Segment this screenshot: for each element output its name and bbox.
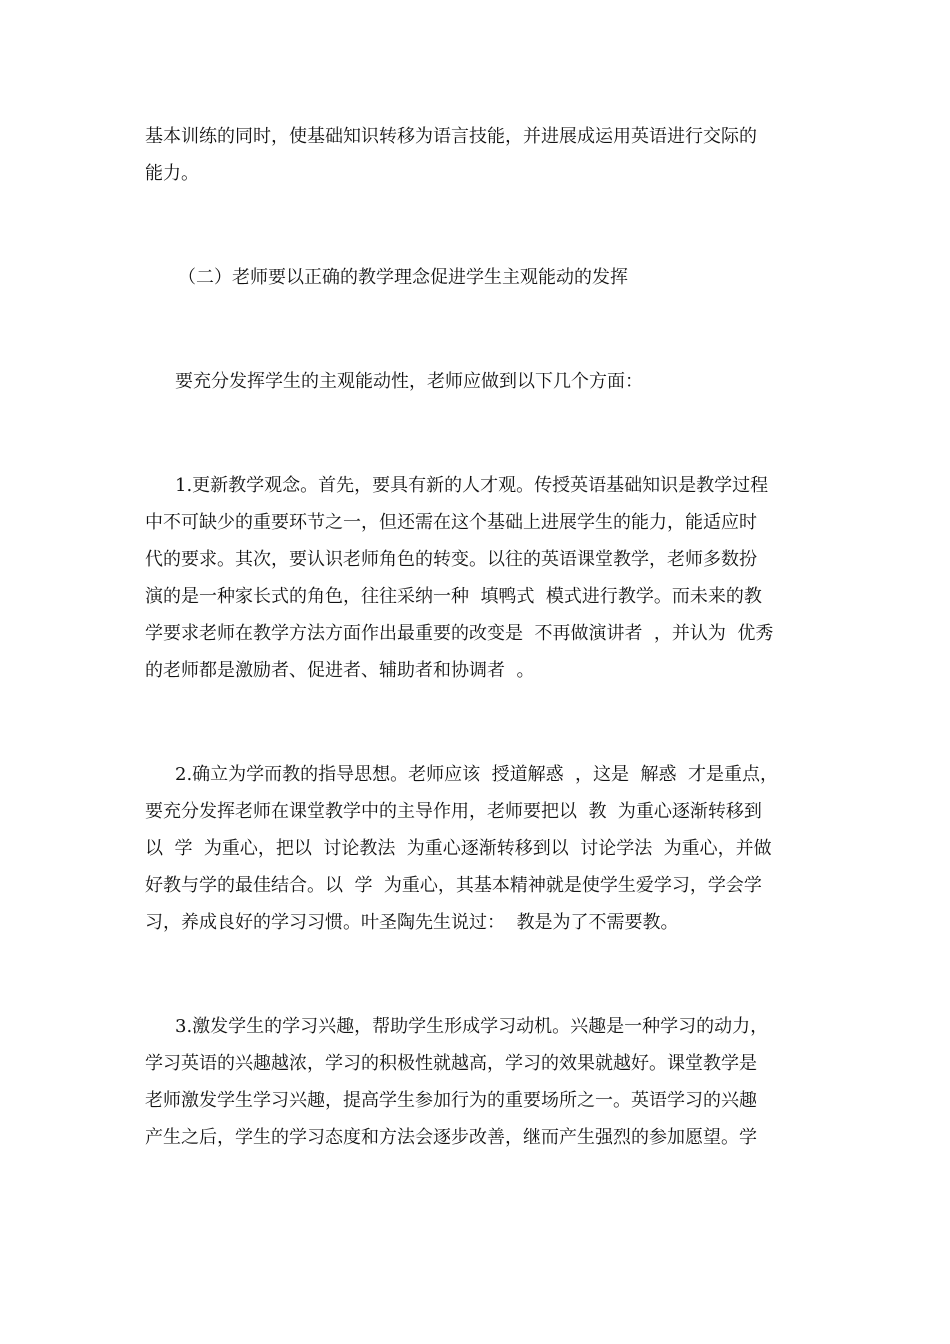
item3-line-4: 产生之后，学生的学习态度和方法会逐步改善，继而产生强烈的参加愿望。学 (145, 1127, 757, 1148)
item2-line-4: 好教与学的最佳结合。以 学 为重心，其基本精神就是使学生爱学习，学会学 (145, 875, 762, 896)
section-heading: （二）老师要以正确的教学理念促进学生主观能动的发挥 (178, 267, 628, 288)
item2-line-5: 习，养成良好的学习习惯。叶圣陶先生说过： 教是为了不需要教。 (145, 912, 679, 933)
item2-line-3: 以 学 为重心，把以 讨论教法 为重心逐渐转移到以 讨论学法 为重心，并做 (145, 838, 772, 859)
item1-line-2: 中不可缺少的重要环节之一，但还需在这个基础上进展学生的能力，能适应时 (145, 512, 757, 533)
item1-line-6: 的老师都是激励者、促进者、辅助者和协调者 。 (145, 660, 535, 681)
item3-line-3: 老师激发学生学习兴趣，提高学生参加行为的重要场所之一。英语学习的兴趣 (145, 1090, 757, 1111)
item2-line-2: 要充分发挥老师在课堂教学中的主导作用，老师要把以 教 为重心逐渐转移到 (145, 801, 762, 822)
intro-line-1: 基本训练的同时，使基础知识转移为语言技能，并进展成运用英语进行交际的 (145, 126, 757, 147)
item2-line-1: 2.确立为学而教的指导思想。老师应该 授道解惑 ，这是 解惑 才是重点， (175, 764, 778, 785)
item3-line-1: 3.激发学生的学习兴趣，帮助学生形成学习动机。兴趣是一种学习的动力， (175, 1016, 769, 1037)
lead-paragraph: 要充分发挥学生的主观能动性，老师应做到以下几个方面： (175, 371, 643, 392)
item1-line-4: 演的是一种家长式的角色，往往采纳一种 填鸭式 模式进行教学。而未来的教 (145, 586, 762, 607)
item1-line-5: 学要求老师在教学方法方面作出最重要的改变是 不再做演讲者 ，并认为 优秀 (145, 623, 774, 644)
item1-line-1: 1.更新教学观念。首先，要具有新的人才观。传授英语基础知识是教学过程 (175, 475, 769, 496)
item1-line-3: 代的要求。其次，要认识老师角色的转变。以往的英语课堂教学，老师多数扮 (145, 549, 757, 570)
intro-line-2: 能力。 (145, 163, 199, 184)
item3-line-2: 学习英语的兴趣越浓，学习的积极性就越高，学习的效果就越好。课堂教学是 (145, 1053, 757, 1074)
